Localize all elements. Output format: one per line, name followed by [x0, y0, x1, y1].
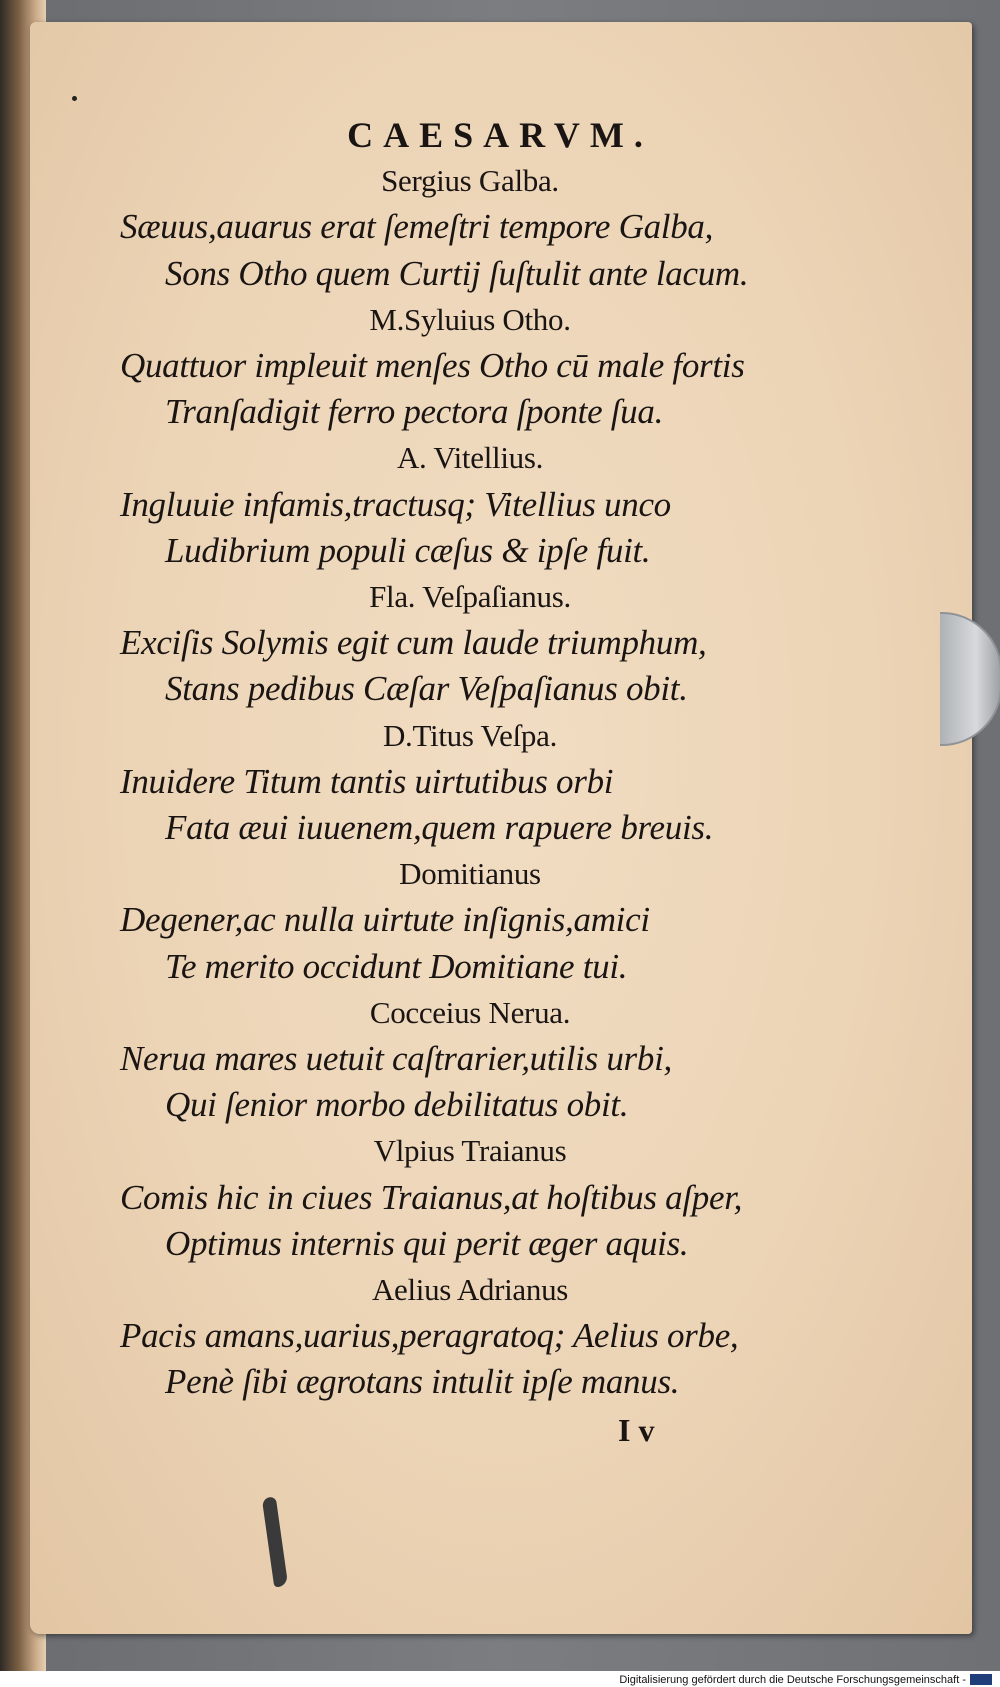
- ink-stain: [262, 1496, 288, 1587]
- verse-line: Tranſadigit ferro pectora ſponte ſua.: [165, 392, 664, 432]
- funding-credit: Digitalisierung gefördert durch die Deutsche Forschungsgemeinschaft -: [619, 1674, 966, 1686]
- verse-line: Sons Otho quem Curtij ſuſtulit ante lacum.: [165, 253, 749, 293]
- emperor-heading: M.Syluius Otho.: [369, 301, 571, 337]
- dfg-logo: [970, 1674, 992, 1685]
- verse-line: Te merito occidunt Domitiane tui.: [165, 946, 628, 986]
- ink-spot: [72, 96, 77, 101]
- verse-line: Sæuus,auarus erat ſemeſtri tempore Galba,: [120, 207, 714, 247]
- verse-line: Inuidere Titum tantis uirtutibus orbi: [120, 761, 614, 801]
- emperor-heading: Aelius Adrianus: [371, 1272, 569, 1308]
- footer-bar: [0, 1671, 1000, 1687]
- emperor-heading: Domitianus: [399, 856, 541, 892]
- verse-line: Qui ſenior morbo debilitatus obit.: [165, 1085, 629, 1125]
- verse-line: Exciſis Solymis egit cum laude triumphum,: [120, 623, 707, 663]
- poem-text: [90, 112, 850, 1406]
- verse-line: Fata æui iuuenem,quem rapuere breuis.: [165, 808, 714, 848]
- verse-line: Ludibrium populi cæſus & ipſe fuit.: [165, 530, 651, 570]
- verse-line: Pacis amans,uarius,peragratoq; Aelius orbe,: [120, 1316, 739, 1356]
- emperor-heading: Fla. Veſpaſianus.: [369, 579, 571, 615]
- verse-line: Quattuor impleuit menſes Otho cū male fortis: [120, 346, 745, 386]
- verse-lines: [90, 158, 850, 1405]
- emperor-heading: Vlpius Traianus: [373, 1133, 567, 1169]
- verse-line: Ingluuie infamis,tractusq; Vitellius unco: [120, 484, 671, 524]
- running-title: CAESARVM.: [347, 115, 653, 155]
- verse-line: Degener,ac nulla uirtute inſignis,amici: [120, 900, 650, 940]
- verse-line: Nerua mares uetuit caſtrarier,utilis urbi,: [120, 1039, 672, 1079]
- verse-line: Optimus internis qui perit æger aquis.: [165, 1223, 689, 1263]
- signature-mark: I v: [618, 1412, 655, 1448]
- emperor-heading: Sergius Galba.: [381, 163, 559, 199]
- emperor-heading: Cocceius Nerua.: [369, 994, 571, 1030]
- verse-line: Stans pedibus Cæſar Veſpaſianus obit.: [165, 669, 688, 709]
- verse-line: Penè ſibi ægrotans intulit ipſe manus.: [165, 1362, 680, 1402]
- emperor-heading: D.Titus Veſpa.: [382, 717, 558, 753]
- verse-line: Comis hic in ciues Traianus,at hoſtibus aſper,: [120, 1177, 743, 1217]
- book-page: [30, 22, 972, 1634]
- emperor-heading: A. Vitellius.: [396, 440, 544, 476]
